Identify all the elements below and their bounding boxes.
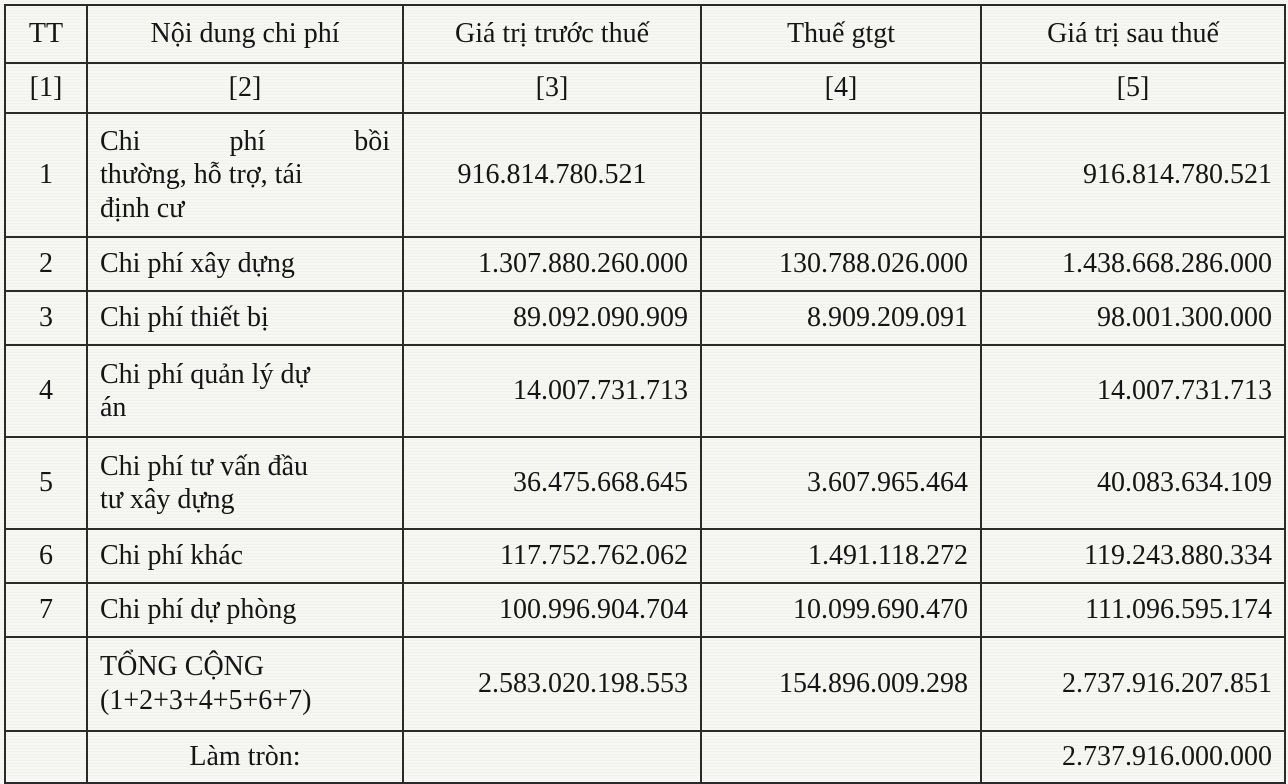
row-content xyxy=(87,345,403,437)
table-row xyxy=(5,237,1285,291)
row-tt: 4 xyxy=(5,345,87,437)
row-after-tax: 119.243.880.334 xyxy=(981,529,1285,583)
row-content-line: Chi phí xây dựng xyxy=(100,248,295,280)
total-after-tax: 2.737.916.207.851 xyxy=(981,637,1285,731)
row-content-line: án xyxy=(100,392,127,423)
row-vat: 3.607.965.464 xyxy=(701,437,981,529)
row-content xyxy=(87,529,403,583)
row-before-tax: 1.307.880.260.000 xyxy=(403,237,701,291)
row-after-tax: 1.438.668.286.000 xyxy=(981,237,1285,291)
row-after-tax: 40.083.634.109 xyxy=(981,437,1285,529)
row-content-line: Chi phí tư vấn đầu xyxy=(100,450,309,482)
table-row xyxy=(5,113,1285,237)
row-content xyxy=(87,291,403,345)
header-content: Nội dung chi phí xyxy=(87,5,403,63)
rounded-before-tax xyxy=(403,731,701,783)
total-row xyxy=(5,637,1285,731)
row-before-tax: 100.996.904.704 xyxy=(403,583,701,637)
header-vat: Thuế gtgt xyxy=(701,5,981,63)
total-label xyxy=(87,637,403,731)
index-5: [5] xyxy=(981,63,1285,113)
index-2: [2] xyxy=(87,63,403,113)
row-tt: 3 xyxy=(5,291,87,345)
row-before-tax: 916.814.780.521 xyxy=(403,113,701,237)
header-tt: TT xyxy=(5,5,87,63)
rounded-after-tax: 2.737.916.000.000 xyxy=(981,731,1285,783)
row-vat: 130.788.026.000 xyxy=(701,237,981,291)
row-content-line: thường, hỗ trợ, tái xyxy=(100,159,303,191)
rounded-vat xyxy=(701,731,981,783)
header-after-tax: Giá trị sau thuế xyxy=(981,5,1285,63)
row-content-line: Chi phí dự phòng xyxy=(100,594,297,626)
index-3: [3] xyxy=(403,63,701,113)
row-before-tax: 36.475.668.645 xyxy=(403,437,701,529)
row-tt: 5 xyxy=(5,437,87,529)
rounded-row xyxy=(5,731,1285,783)
total-label-line: TỔNG CỘNG xyxy=(100,651,265,683)
row-content xyxy=(87,437,403,529)
row-vat xyxy=(701,113,981,237)
row-vat: 1.491.118.272 xyxy=(701,529,981,583)
table-row xyxy=(5,437,1285,529)
row-content xyxy=(87,113,403,237)
table-row xyxy=(5,291,1285,345)
row-content-line: Chi phí khác xyxy=(100,540,244,572)
row-after-tax: 14.007.731.713 xyxy=(981,345,1285,437)
row-content xyxy=(87,237,403,291)
table-row xyxy=(5,529,1285,583)
table-row xyxy=(5,583,1285,637)
rounded-tt xyxy=(5,731,87,783)
index-1: [1] xyxy=(5,63,87,113)
rounded-label: Làm tròn: xyxy=(87,731,403,783)
row-content-line: định cư xyxy=(100,192,185,224)
total-label-formula: (1+2+3+4+5+6+7) xyxy=(100,685,312,716)
row-before-tax: 14.007.731.713 xyxy=(403,345,701,437)
table-row xyxy=(5,345,1285,437)
cost-table xyxy=(4,4,1286,784)
row-vat: 10.099.690.470 xyxy=(701,583,981,637)
total-vat: 154.896.009.298 xyxy=(701,637,981,731)
row-vat: 8.909.209.091 xyxy=(701,291,981,345)
row-vat xyxy=(701,345,981,437)
row-after-tax: 111.096.595.174 xyxy=(981,583,1285,637)
row-content xyxy=(87,583,403,637)
row-tt: 6 xyxy=(5,529,87,583)
row-after-tax: 916.814.780.521 xyxy=(981,113,1285,237)
header-row xyxy=(5,5,1285,63)
row-before-tax: 89.092.090.909 xyxy=(403,291,701,345)
row-tt: 1 xyxy=(5,113,87,237)
row-content-line: tư xây dựng xyxy=(100,484,235,515)
row-after-tax: 98.001.300.000 xyxy=(981,291,1285,345)
total-before-tax: 2.583.020.198.553 xyxy=(403,637,701,731)
total-tt xyxy=(5,637,87,731)
row-tt: 2 xyxy=(5,237,87,291)
index-row xyxy=(5,63,1285,113)
row-content-line: Chi phí thiết bị xyxy=(100,302,269,334)
row-content-line: Chi phí bồi xyxy=(100,126,390,158)
row-tt: 7 xyxy=(5,583,87,637)
index-4: [4] xyxy=(701,63,981,113)
row-before-tax: 117.752.762.062 xyxy=(403,529,701,583)
header-before-tax: Giá trị trước thuế xyxy=(403,5,701,63)
row-content-line: Chi phí quản lý dự xyxy=(100,358,310,390)
